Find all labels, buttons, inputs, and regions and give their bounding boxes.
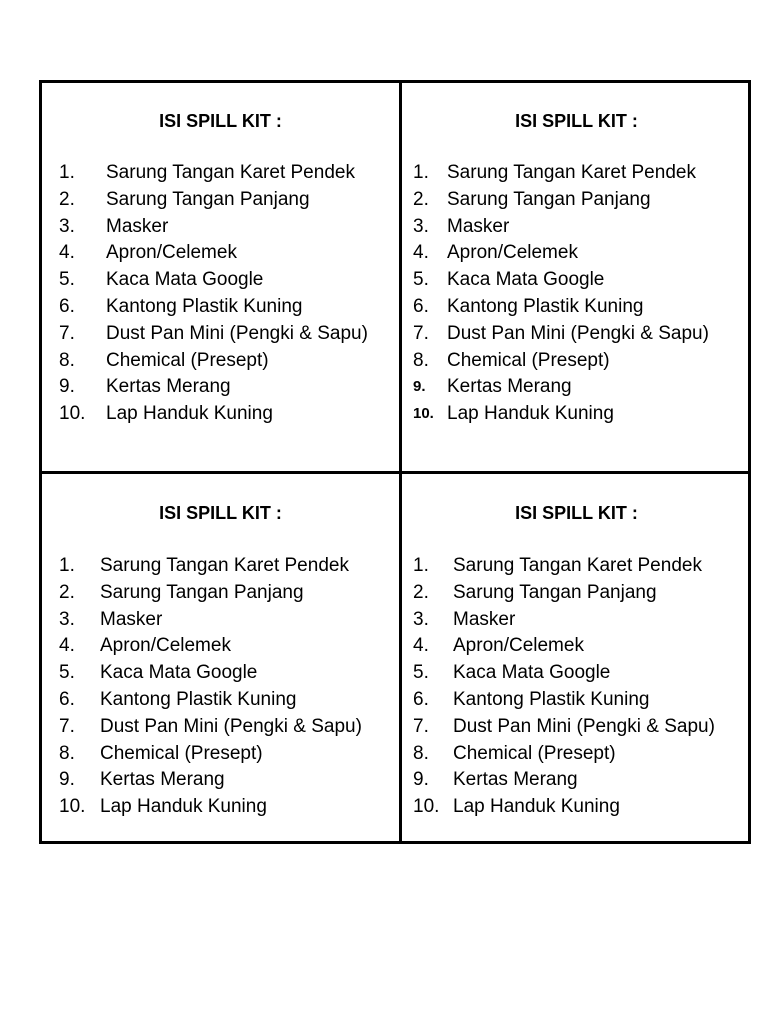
list-item [42,348,399,375]
list-item [42,741,399,768]
list-item [402,767,751,794]
item-text: Sarung Tangan Karet Pendek [453,555,702,576]
item-text: Kaca Mata Google [100,662,258,684]
spill-kit-label-1 [42,83,402,474]
list-item [42,714,399,741]
list-item [42,294,399,321]
item-text: Masker [100,608,163,630]
list-item [402,580,751,607]
list-item [42,687,399,714]
item-text: Sarung Tangan Karet Pendek [106,162,355,183]
label-title: ISI SPILL KIT : [159,503,282,523]
item-number: 4. [59,242,75,264]
list-item [42,187,399,214]
list-item [42,160,399,187]
item-number: 2. [413,581,429,603]
item-number: 2. [59,188,75,210]
item-number: 5. [413,662,429,684]
item-number: 9. [59,376,75,398]
item-number: 8. [413,349,429,371]
item-text: Masker [453,608,516,630]
list-item [42,794,399,821]
item-text: Kaca Mata Google [453,662,611,684]
item-text: Chemical (Presept) [106,349,269,371]
list-item [42,553,399,580]
item-text: Lap Handuk Kuning [453,796,620,818]
list-item [402,321,751,348]
item-text: Lap Handuk Kuning [447,403,614,425]
item-text: Dust Pan Mini (Pengki & Sapu) [106,322,368,344]
item-text: Dust Pan Mini (Pengki & Sapu) [447,322,709,344]
item-list [42,160,399,428]
item-number: 6. [413,688,429,710]
item-number: 4. [413,242,429,264]
list-item [42,607,399,634]
item-text: Lap Handuk Kuning [100,796,267,818]
item-number: 3. [59,215,75,237]
list-item [402,401,751,428]
item-number: 2. [59,581,75,603]
spill-kit-label-4 [402,474,751,841]
spill-kit-label-3 [42,474,402,841]
list-item [402,160,751,187]
list-item [42,240,399,267]
list-item [402,687,751,714]
item-number: 3. [59,608,75,630]
item-text: Sarung Tangan Panjang [106,188,310,210]
item-text: Sarung Tangan Panjang [447,188,651,210]
list-item [402,607,751,634]
item-text: Kantong Plastik Kuning [106,295,303,317]
item-number: 10. [59,403,86,425]
item-number: 1. [59,162,75,183]
item-number: 1. [413,162,429,183]
list-item [402,294,751,321]
spill-kit-label-2 [402,83,751,474]
item-text: Sarung Tangan Karet Pendek [447,162,696,183]
item-number: 9. [59,769,75,791]
item-text: Sarung Tangan Panjang [100,581,304,603]
item-list [42,553,399,821]
list-item [42,374,399,401]
label-title: ISI SPILL KIT : [159,111,282,131]
item-number: 9. [413,378,426,396]
item-text: Apron/Celemek [106,242,237,264]
item-text: Sarung Tangan Panjang [453,581,657,603]
list-item [42,633,399,660]
list-item [402,553,751,580]
item-text: Kantong Plastik Kuning [447,295,644,317]
item-number: 10. [59,796,86,818]
item-number: 5. [59,662,75,684]
list-item [42,767,399,794]
label-title: ISI SPILL KIT : [515,503,638,523]
item-number: 4. [413,635,429,657]
item-number: 10. [413,405,434,423]
item-list [402,553,751,821]
label-title: ISI SPILL KIT : [515,111,638,131]
item-text: Kertas Merang [453,769,578,791]
item-number: 7. [59,715,75,737]
item-text: Kantong Plastik Kuning [100,688,297,710]
item-text: Kertas Merang [106,376,231,398]
list-item [42,321,399,348]
item-number: 7. [413,715,429,737]
item-text: Dust Pan Mini (Pengki & Sapu) [453,715,715,737]
item-number: 6. [59,688,75,710]
item-number: 2. [413,188,429,210]
item-text: Chemical (Presept) [453,742,616,764]
item-text: Sarung Tangan Karet Pendek [100,555,349,576]
item-number: 6. [59,295,75,317]
list-item [42,267,399,294]
list-item [402,267,751,294]
item-number: 7. [59,322,75,344]
list-item [402,741,751,768]
list-item [402,714,751,741]
list-item [402,633,751,660]
item-number: 8. [59,742,75,764]
item-text: Apron/Celemek [100,635,231,657]
item-text: Kaca Mata Google [447,269,605,291]
item-text: Chemical (Presept) [100,742,263,764]
item-number: 8. [59,349,75,371]
item-number: 9. [413,769,429,791]
item-number: 5. [59,269,75,291]
list-item [402,348,751,375]
list-item [42,401,399,428]
item-number: 3. [413,215,429,237]
list-item [402,794,751,821]
item-number: 1. [413,555,429,576]
list-item [42,660,399,687]
item-text: Apron/Celemek [453,635,584,657]
list-item [402,374,751,401]
item-text: Kertas Merang [100,769,225,791]
item-number: 7. [413,322,429,344]
list-item [402,214,751,241]
list-item [42,214,399,241]
list-item [402,187,751,214]
spill-kit-label-table [39,80,751,844]
item-text: Kaca Mata Google [106,269,264,291]
item-number: 6. [413,295,429,317]
item-number: 8. [413,742,429,764]
item-text: Masker [106,215,169,237]
item-text: Lap Handuk Kuning [106,403,273,425]
list-item [42,580,399,607]
item-number: 10. [413,796,440,818]
item-text: Apron/Celemek [447,242,578,264]
item-text: Kantong Plastik Kuning [453,688,650,710]
item-number: 1. [59,555,75,576]
item-number: 5. [413,269,429,291]
list-item [402,240,751,267]
item-text: Chemical (Presept) [447,349,610,371]
item-text: Dust Pan Mini (Pengki & Sapu) [100,715,362,737]
item-number: 3. [413,608,429,630]
list-item [402,660,751,687]
item-list [402,160,751,428]
item-text: Kertas Merang [447,376,572,398]
item-number: 4. [59,635,75,657]
item-text: Masker [447,215,510,237]
